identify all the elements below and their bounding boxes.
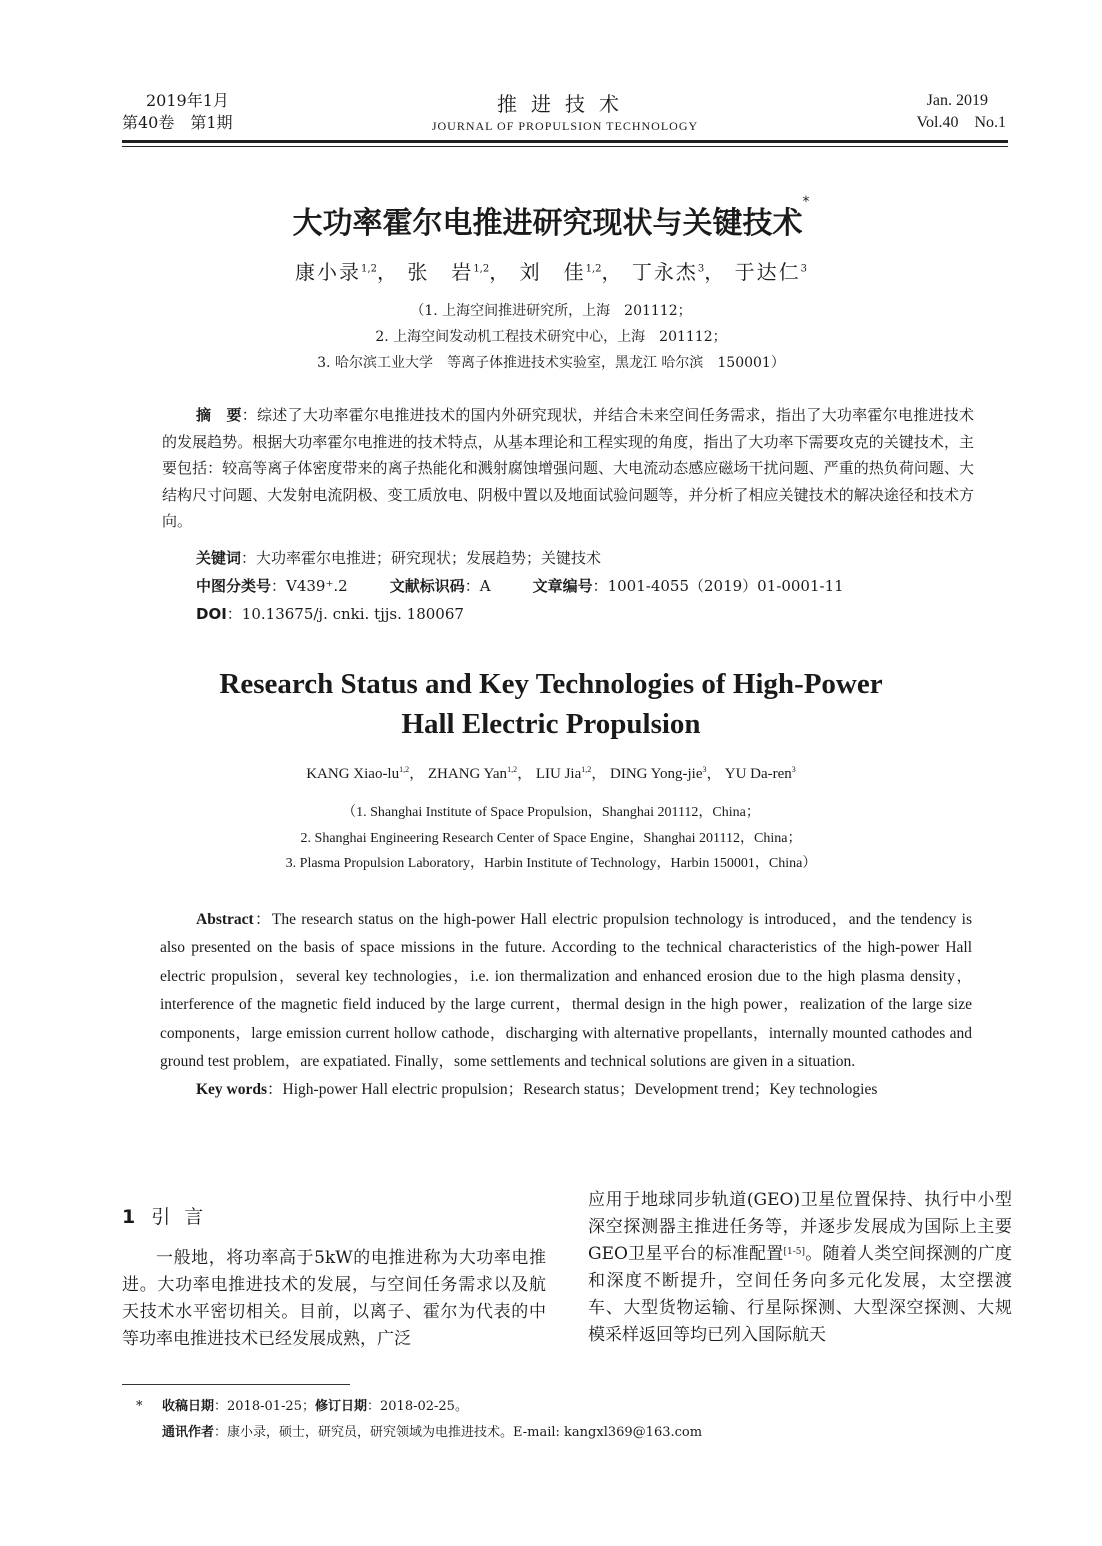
affiliation-zh: 2. 上海空间发动机工程技术研究中心，上海 201112； [375, 329, 727, 345]
body-column-left [122, 1245, 546, 1353]
body-column-right [588, 1187, 1012, 1349]
affiliation-zh: 3. 哈尔滨工业大学 等离子体推进技术实验室，黑龙江 哈尔滨 150001） [317, 355, 785, 371]
author-zh: 于达仁$^3$ [734, 260, 807, 284]
keywords-en-text: ：High-power Hall electric propulsion；Research status；Development trend；Key technologies [267, 1081, 878, 1099]
header-rule-thin [122, 146, 1008, 147]
affiliation-en: 2. Shanghai Engineering Research Center of Space Engine，Shanghai 201112，China； [300, 830, 802, 846]
title-footnote-mark: * [802, 194, 810, 210]
body-paragraph: 应用于地球同步轨道(GEO)卫星位置保持、执行中小型深空探测器主推进任务等，并逐步发展成为国际上主要GEO卫星平台的标准配置 [588, 1190, 1012, 1264]
section-heading [122, 1202, 217, 1229]
paper-title-en: Research Status and Key Technologies of High-Power Hall Electric Propulsion [219, 668, 883, 740]
author-zh: 丁永杰$^3$， [631, 260, 727, 284]
header-right [917, 90, 1007, 134]
affiliation-en: （1. Shanghai Institute of Space Propulsion，Shanghai 201112，China； [342, 805, 760, 820]
affiliations-zh [0, 298, 1102, 376]
abstract-en-label: Abstract [196, 911, 254, 928]
header-left [122, 90, 233, 134]
author-en: YU Da-ren$^3$ [724, 765, 796, 782]
author-en: DING Yong-jie$^3$， [610, 765, 722, 782]
doi: DOI：10.13675/j. cnki. tjjs. 180067 [196, 605, 464, 623]
article-meta-zh [196, 544, 986, 628]
abstract-zh [162, 402, 974, 535]
footnote-author: 通讯作者：康小录，硕士，研究员，研究领域为电推进技术。E-mail: kangxl369@163.com [162, 1425, 703, 1440]
section-title: 引言 [151, 1206, 218, 1228]
footnote [136, 1394, 1016, 1446]
affiliations-en [0, 800, 1102, 877]
journal-name-zh: 推进技术 [497, 92, 633, 116]
issue-date-zh: 2019年1月 [146, 91, 229, 110]
author-en: LIU Jia$^{1,2}$， [535, 765, 607, 782]
affiliation-en: 3. Plasma Propulsion Laboratory，Harbin Institute of Technology，Harbin 150001，China） [285, 856, 817, 871]
author-zh: 刘 佳$^{1,2}$， [519, 260, 624, 284]
author-en: KANG Xiao-lu$^{1,2}$， [306, 765, 425, 782]
body-paragraph: 一般地，将功率高于5kW的电推进称为大功率电推进。大功率电推进技术的发展，与空间任务需求以及航天技术水平密切相关。目前，以离子、霍尔为代表的中等功率电推进技术已经发展成熟，广泛 [122, 1248, 546, 1349]
author-zh: 康小录$^{1,2}$， [295, 260, 399, 284]
citation: [1-5] [783, 1247, 805, 1257]
body-paragraph: 。随着人类空间探测的广度和深度不断提升，空间任务向多元化发展，太空摆渡车、大型货物运输、行星际探测、大型深空探测、大规模采样返回等均已列入国际航天 [588, 1244, 1012, 1345]
journal-header [380, 88, 750, 134]
abstract-zh-text: ：综述了大功率霍尔电推进技术的国内外研究现状，并结合未来空间任务需求，指出了大功率霍尔电推进技术的发展趋势。根据大功率霍尔电推进的技术特点，从基本理论和工程实现的角度，指出了大功率下需要攻克的关键技术，主要包括：较高等离子体密度带来的离子热能化和溅射腐蚀增强问题、大电流动态感应磁场干扰问题、严重的热负荷问题、大结构尺寸问题、大发射电流阴极、变工质放电、阴极中置以及地面试验问题等，并分析了相应关键技术的解决途径和技术方向。 [162, 406, 974, 530]
journal-name-en: JOURNAL OF PROPULSION TECHNOLOGY [431, 119, 699, 133]
title-zh-text: 大功率霍尔电推进研究现状与关键技术 [292, 206, 803, 241]
section-number: 1 [122, 1206, 136, 1228]
authors-zh [0, 256, 1102, 285]
abstract-en-text: ：The research status on the high-power Hall electric propulsion technology is introduced，and the tendency is also presented on the basis of space missions in the future. According to the technical characteristics of the high-power Hall electric propulsion，several key technologies，i.e. ion thermalization and enhanced erosion due to the high plasma density，interference of the magnetic field induced by the large current，thermal design in the high power，realization of the large size components，large emission current hollow cathode，discharging with alternative propellants，internally mounted cathodes and ground test problem，are expatiated. Finally，some settlements and technical solutions are given in a situation. [160, 911, 972, 1071]
footnote-dates: * 收稿日期：2018-01-25；修订日期：2018-02-25。 [136, 1399, 468, 1414]
affiliation-zh: （1. 上海空间推进研究所，上海 201112； [410, 303, 692, 319]
issue-date-en: Jan. 2019 [926, 92, 988, 109]
author-en: ZHANG Yan$^{1,2}$， [427, 765, 533, 782]
header-rule-thick [122, 140, 1008, 143]
volume-issue-en: Vol.40 No.1 [916, 114, 1006, 131]
abstract-zh-label: 摘 要 [196, 406, 242, 424]
footnote-rule [122, 1384, 350, 1385]
volume-issue-zh: 第40卷 第1期 [122, 113, 233, 132]
author-zh: 张 岩$^{1,2}$， [407, 260, 512, 284]
classification-line: 中图分类号：V439⁺.2 文献标识码：A 文章编号：1001-4055（2019）01-0001-11 [196, 577, 844, 595]
keywords-zh: 关键词：大功率霍尔电推进；研究现状；发展趋势；关键技术 [196, 549, 602, 567]
paper-title-zh [0, 194, 1102, 242]
abstract-en [160, 906, 972, 1105]
keywords-en-label: Key words [196, 1081, 268, 1099]
authors-en [0, 762, 1102, 783]
